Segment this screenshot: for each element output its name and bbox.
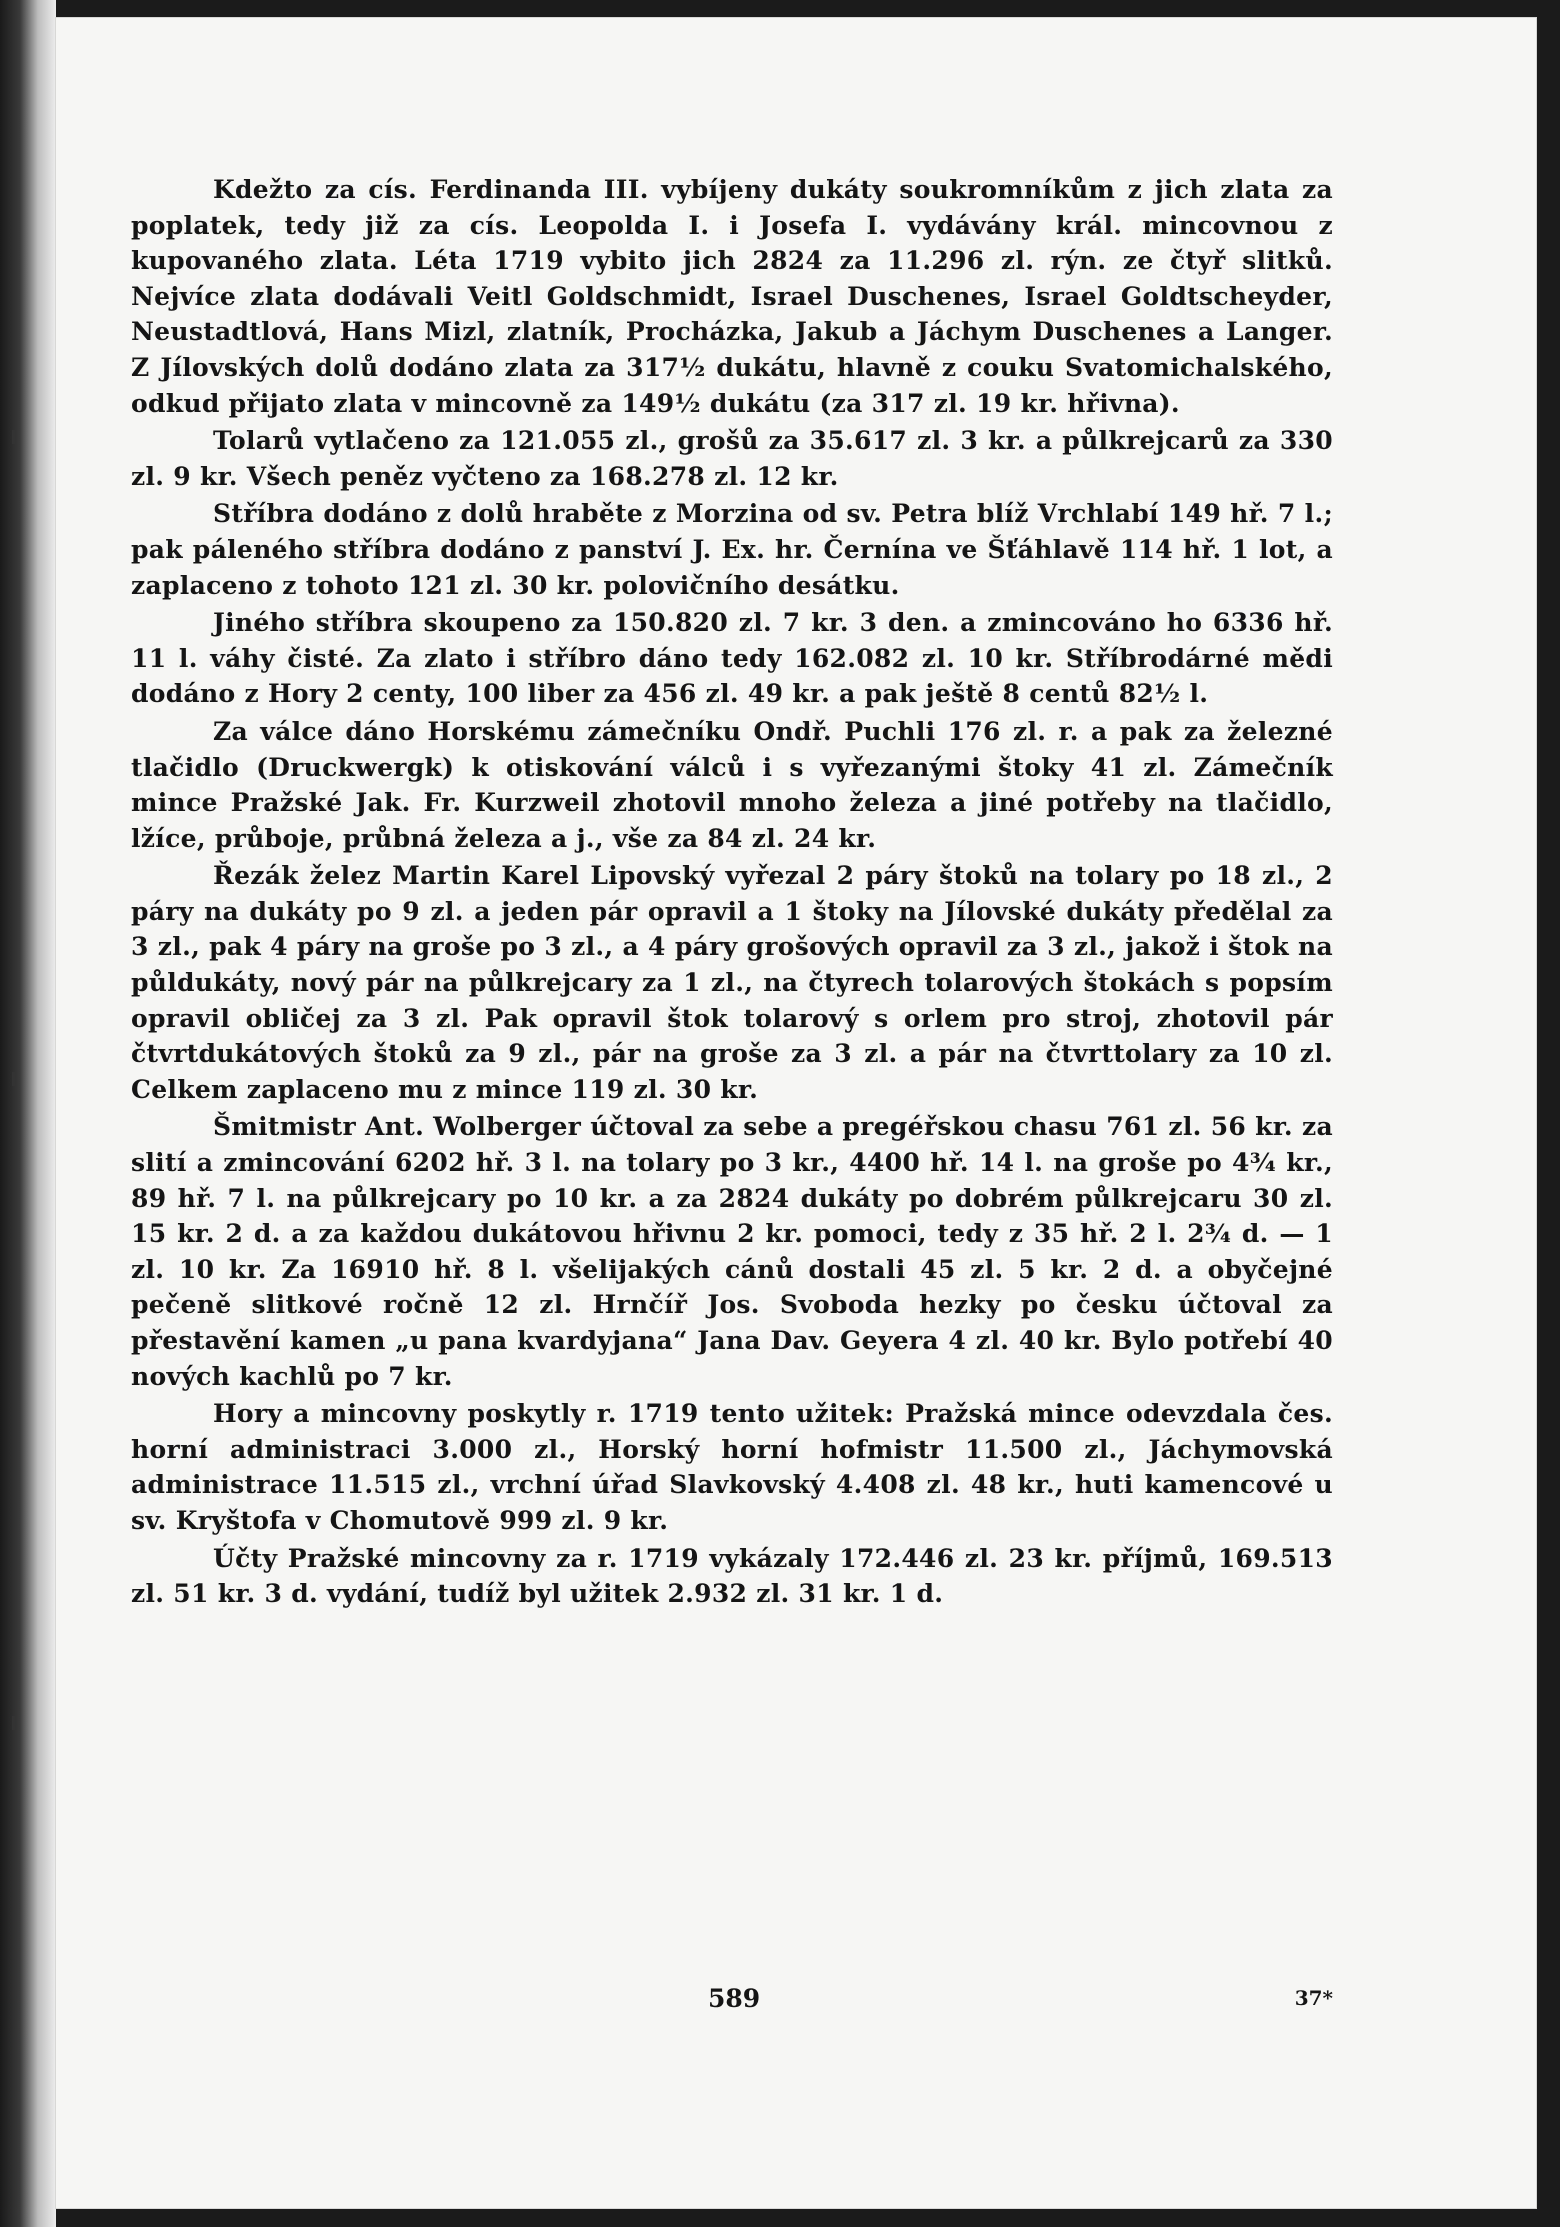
- signature-mark: 37*: [1294, 1986, 1333, 2010]
- margin-mark: [12, 1716, 16, 1730]
- scan-bottom-border: [56, 2208, 1560, 2227]
- margin-mark: [12, 430, 16, 444]
- scan-right-border: [1536, 0, 1560, 2227]
- margin-mark: [12, 1072, 16, 1086]
- paragraph: Účty Pražské mincovny za r. 1719 vykázaly 172.446 zl. 23 kr. příjmů, 169.513 zl. 51 kr. 3 d. vydání, tudíž byl užitek 2.932 zl. 31 kr. 1 d.: [131, 1543, 1333, 1609]
- paragraph: Za válce dáno Horskému zámečníku Ondř. Puchli 176 zl. r. a pak za železné tlačidlo (Druckwergk) k otiskování válců i s vyřezanými štoky 41 zl. Zámečník mince Pražské Jak. Fr. Kurzweil zhotovil mnoho železa a jiné potřeby na tlačidlo, lžíce, průboje, průbná železa a j., vše za 84 zl. 24 kr.: [131, 716, 1333, 853]
- page-number: 589: [708, 1984, 761, 2013]
- paragraph: Tolarů vytlačeno za 121.055 zl., grošů za 35.617 zl. 3 kr. a půlkrejcarů za 330 zl. 9 kr. Všech peněz vyčteno za 168.278 zl. 12 kr.: [131, 426, 1333, 491]
- page-footer: [131, 1984, 1333, 2024]
- paragraph: Jiného stříbra skoupeno za 150.820 zl. 7 kr. 3 den. a zmincováno ho 6336 hř. 11 l. váhy čisté. Za zlato i stříbro dáno tedy 162.082 zl. 10 kr. Stříbrodárné mědi dodáno z Hory 2 centy, 100 liber za 456 zl. 49 kr. a pak ještě 8 centů 82½ l.: [131, 608, 1333, 709]
- paragraph: Kdežto za cís. Ferdinanda III. vybíjeny dukáty soukromníkům z jich zlata za poplatek, tedy již za cís. Leopolda I. i Josefa I. vydávány král. mincovnou z kupovaného zlata. Léta 1719 vybito jich 2824 za 11.296 zl. rýn. ze čtyř slitků. Nejvíce zlata dodávali Veitl Goldschmidt, Israel Duschenes, Israel Goldtscheyder, Neustadtlová, Hans Mizl, zlatník, Procházka, Jakub a Jáchym Duschenes a Langer. Z Jílovských dolů dodáno zlata za 317½ dukátu, hlavně z couku Svatomichalského, odkud přijato zlata v mincovně za 149½ dukátu (za 317 zl. 19 kr. hřivna).: [131, 175, 1333, 418]
- scan-top-border: [56, 0, 1560, 18]
- book-spine-edge: [0, 0, 58, 2227]
- paragraph: Řezák želez Martin Karel Lipovský vyřezal 2 páry štoků na tolary po 18 zl., 2 páry na dukáty po 9 zl. a jeden pár opravil a 1 štoky na Jílovské dukáty předělal za 3 zl., pak 4 páry na groše po 3 zl., a 4 páry grošových opravil za 3 zl., jakož i štok na půldukáty, nový pár na půlkrejcary za 1 zl., na čtyrech tolarových štokách s popsím opravil obličej za 3 zl. Pak opravil štok tolarový s orlem pro stroj, zhotovil pár čtvrtdukátových štoků za 9 zl., pár na groše za 3 zl. a pár na čtvrttolary za 10 zl. Celkem zaplaceno mu z mince 119 zl. 30 kr.: [131, 861, 1333, 1104]
- paragraph: Hory a mincovny poskytly r. 1719 tento užitek: Pražská mince odevzdala čes. horní administraci 3.000 zl., Horský horní hofmistr 11.500 zl., Jáchymovská administrace 11.515 zl., vrchní úřad Slavkovský 4.408 zl. 48 kr., huti kamencové u sv. Kryštofa v Chomutově 999 zl. 9 kr.: [131, 1399, 1333, 1535]
- body-text: [131, 172, 1333, 1614]
- paragraph: Stříbra dodáno z dolů hraběte z Morzina od sv. Petra blíž Vrchlabí 149 hř. 7 l.; pak páleného stříbra dodáno z panství J. Ex. hr. Černína ve Šťáhlavě 114 hř. 1 lot, a zaplaceno z tohoto 121 zl. 30 kr. polovičního desátku.: [131, 499, 1333, 600]
- paragraph: Šmitmistr Ant. Wolberger účtoval za sebe a pregéřskou chasu 761 zl. 56 kr. za slití a zmincování 6202 hř. 3 l. na tolary po 3 kr., 4400 hř. 14 l. na groše po 4¾ kr., 89 hř. 7 l. na půlkrejcary po 10 kr. a za 2824 dukáty po dobrém půlkrejcaru 30 zl. 15 kr. 2 d. a za každou dukátovou hřivnu 2 kr. pomoci, tedy z 35 hř. 2 l. 2¾ d. — 1 zl. 10 kr. Za 16910 hř. 8 l. všelijakých cánů dostali 45 zl. 5 kr. 2 d. a obyčejné pečeně slitkové ročně 12 zl. Hrnčíř Jos. Svoboda hezky po česku účtoval za přestavění kamen „u pana kvardyjana“ Jana Dav. Geyera 4 zl. 40 kr. Bylo potřebí 40 nových kachlů po 7 kr.: [131, 1112, 1333, 1391]
